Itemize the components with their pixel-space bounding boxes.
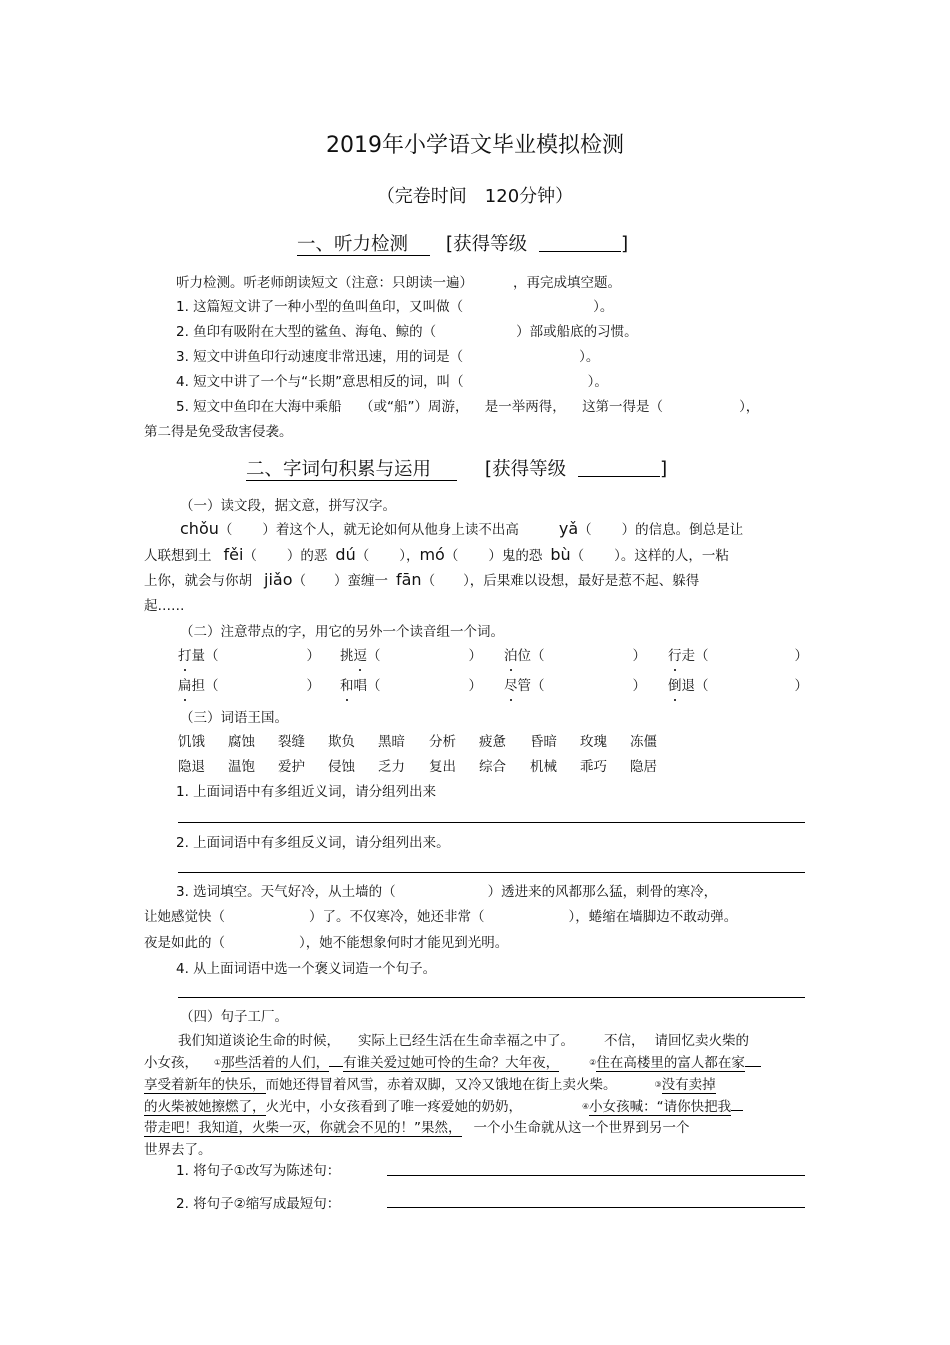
listening-q5-e: ），	[739, 399, 760, 415]
page-subtitle: （完卷时间 120分钟）	[376, 186, 574, 207]
word: 乏力	[378, 759, 405, 775]
text: 火光中，小女孩看到了唯一疼爱她的奶奶，	[265, 1099, 522, 1115]
word-jinguan	[504, 674, 646, 694]
part3-q4: 4. 从上面词语中选一个褒义词造一个句子。	[176, 961, 437, 977]
part1-line1	[180, 518, 743, 538]
part3-q2: 2. 上面词语中有多组反义词，请分组列出来。	[176, 835, 450, 851]
word-hechang	[340, 674, 482, 694]
paren-close: ）	[468, 678, 482, 694]
paren-close: ）	[632, 648, 646, 664]
part3-heading: （三）词语王国。	[180, 710, 288, 726]
word: 冻僵	[630, 734, 657, 750]
part1-line1-end: ）的信息。倒总是让	[621, 522, 744, 538]
dotted-char: 行	[668, 648, 682, 664]
paren-open: （	[205, 678, 219, 694]
listening-q3-text: 3. 短文中讲鱼印行动速度非常迅速，用的词是（	[176, 349, 464, 365]
section-1-title: 一、听力检测	[297, 234, 430, 256]
text: 小女孩，	[144, 1055, 198, 1071]
word-biandan	[178, 674, 320, 694]
paren-open: （	[444, 548, 459, 564]
listening-intro-b: ，再完成填空题。	[513, 275, 621, 291]
word: 裂缝	[278, 734, 305, 750]
section-2-grade-blank[interactable]	[578, 458, 660, 477]
page-title: 2019年小学语文毕业模拟检测	[326, 133, 624, 158]
sentence-4-b: 带走吧！我知道，火柴一灭，你就会不见的！”果然，	[144, 1120, 462, 1136]
text: 不信，	[604, 1033, 645, 1049]
listening-q3-end: ）。	[579, 349, 600, 365]
listening-q3	[176, 345, 599, 365]
char: 唱	[353, 678, 367, 694]
part1-line2-e: ）的恶	[286, 548, 328, 564]
section-2-grade-close: ]	[660, 459, 668, 480]
pinyin-fei: fěi	[223, 545, 244, 564]
paren-close: ）	[794, 648, 808, 664]
paren-open: （	[205, 648, 219, 664]
part3-words-row2	[178, 755, 678, 775]
section-2-grade-label: [获得等级	[484, 459, 567, 480]
part1-line3-start: 上你，就会与你胡	[144, 573, 252, 589]
sentence-3-a: 没有卖掉	[661, 1077, 716, 1093]
listening-q2	[176, 320, 638, 340]
text: 实际上已经生活在生命幸福之中了。	[358, 1033, 574, 1049]
part1-line3	[144, 569, 699, 589]
listening-q4	[176, 370, 608, 390]
listening-q5-line2: 第二得是免受敌害侵袭。	[144, 424, 293, 440]
word: 疲惫	[479, 734, 506, 750]
text: 而她还得冒着风雪，赤着双脚，又冷又饿地在街上卖火柴。	[265, 1077, 617, 1093]
part3-q3-b: ）透进来的风都那么猛，刺骨的寒冷，	[487, 884, 718, 900]
part3-q3-line2	[144, 905, 737, 925]
word: 昏暗	[530, 734, 557, 750]
marker-3: ③	[654, 1080, 662, 1089]
word: 侵蚀	[328, 759, 355, 775]
pinyin-jiao: jiǎo	[264, 570, 293, 589]
marker-4: ④	[582, 1102, 590, 1111]
part1-heading: （一）读文段，据文意，拼写汉字。	[180, 498, 396, 514]
part3-q3-f: 夜是如此的（	[144, 935, 225, 951]
word: 乖巧	[580, 759, 607, 775]
listening-q1	[176, 295, 613, 315]
part4-line6: 世界去了。	[144, 1142, 212, 1158]
part4-line2	[144, 1051, 761, 1071]
paren-open: （	[367, 648, 381, 664]
part3-q3-a: 3. 选词填空。天气好冷，从土墙的（	[176, 884, 396, 900]
dotted-char: 打	[178, 648, 192, 664]
part2-row2	[178, 674, 808, 694]
sentence-1-a: 那些活着的人们，	[221, 1055, 330, 1071]
word: 黑暗	[378, 734, 405, 750]
part3-words-row1	[178, 730, 678, 750]
part1-line3-man: ）蛮缠一	[333, 573, 388, 589]
dotted-char: 尽	[504, 678, 518, 694]
sentence-1-b: 有谁关爱过她可怜的生命？大年夜，	[343, 1055, 560, 1071]
char: 走	[681, 648, 695, 664]
text: 一个小生命就从这一个世界到另一个	[473, 1120, 690, 1136]
pinyin-du: dú	[335, 545, 356, 564]
listening-q4-end: ）。	[587, 374, 608, 390]
char: 挑	[340, 648, 354, 664]
paren-open: （	[421, 573, 436, 589]
dotted-char: 逗	[353, 648, 367, 664]
char: 管	[517, 678, 531, 694]
dotted-char: 和	[340, 678, 354, 694]
part1-line2-kong: ）鬼的恐	[488, 548, 543, 564]
word: 隐居	[630, 759, 657, 775]
part3-q1: 1. 上面词语中有多组近义词，请分组列出来	[176, 784, 437, 800]
answer-line-part4-q1[interactable]	[387, 1175, 805, 1176]
paren-open: （	[218, 522, 233, 538]
dotted-char: 倒	[668, 678, 682, 694]
char: 位	[517, 648, 531, 664]
section-1-grade-close: ]	[621, 234, 629, 255]
answer-line-q2[interactable]	[178, 872, 805, 873]
section-1-grade-blank[interactable]	[539, 233, 621, 252]
word: 欺负	[328, 734, 355, 750]
dotted-char: 扁	[178, 678, 192, 694]
part1-line2	[144, 544, 729, 564]
section-2-title: 二、字词句积累与运用	[246, 459, 457, 481]
part4-line1	[178, 1029, 749, 1049]
word: 爱护	[278, 759, 305, 775]
marker-1: ①	[214, 1058, 222, 1067]
part3-q3-e: ），蜷缩在墙脚边不敢动弹。	[568, 909, 738, 925]
paren-open: （	[570, 548, 585, 564]
word: 机械	[530, 759, 557, 775]
part4-heading: （四）句子工厂。	[180, 1009, 288, 1025]
paren-open: （	[531, 678, 545, 694]
char: 量	[191, 648, 205, 664]
answer-line-q1[interactable]	[178, 822, 805, 823]
sentence-2-b: 享受着新年的快乐，	[144, 1077, 266, 1093]
section-2-heading	[246, 455, 667, 481]
part2-row1	[178, 644, 808, 664]
part1-line2-start: 人联想到土	[144, 548, 212, 564]
paren-open: （	[695, 678, 709, 694]
listening-q1-end: ）。	[593, 299, 614, 315]
word: 腐蚀	[228, 734, 255, 750]
word: 隐退	[178, 759, 205, 775]
marker-2: ②	[589, 1058, 597, 1067]
word-daliang	[178, 644, 320, 664]
listening-q1-text: 1. 这篇短文讲了一种小型的鱼叫鱼印，又叫做（	[176, 299, 464, 315]
part3-q3-g: ），她不能想象何时才能见到光明。	[299, 935, 509, 951]
part4-q1: 1. 将句子①改写为陈述句：	[176, 1163, 341, 1179]
answer-line-q4[interactable]	[178, 997, 805, 998]
text: 请回忆卖火柴的	[654, 1033, 749, 1049]
pinyin-ya: yǎ	[558, 519, 579, 538]
listening-q2-text: 2. 鱼印有吸附在大型的鲨鱼、海龟、鲸的（	[176, 324, 437, 340]
paren-open: （	[292, 573, 306, 589]
part4-q2: 2. 将句子②缩写成最短句：	[176, 1196, 341, 1212]
part3-q3-c: 让她感觉快（	[144, 909, 225, 925]
part4-line5	[144, 1116, 690, 1136]
answer-line-part4-q2[interactable]	[387, 1207, 805, 1208]
paren-close: ）	[306, 648, 320, 664]
paren-open: （	[578, 522, 592, 538]
pinyin-chou: chǒu	[180, 519, 219, 538]
paren-open: （	[367, 678, 381, 694]
sentence-2-a: 住在高楼里的富人都在家	[596, 1055, 745, 1071]
word-daotui	[668, 674, 808, 694]
word-bowei	[504, 644, 646, 664]
word-xingzou	[668, 644, 808, 664]
pinyin-mo: mó	[419, 545, 445, 564]
dotted-char: 泊	[504, 648, 518, 664]
part4-line4	[144, 1095, 743, 1115]
listening-q5-a: 5. 短文中鱼印在大海中乘船	[176, 399, 342, 415]
paren-open: （	[243, 548, 257, 564]
part1-line4: 起……	[144, 598, 185, 614]
paren-close: ）	[794, 678, 808, 694]
listening-intro	[176, 271, 621, 291]
word: 玫瑰	[580, 734, 607, 750]
paren-close: ）	[632, 678, 646, 694]
paren-close: ）	[468, 648, 482, 664]
part3-q3-line3	[144, 931, 508, 951]
part1-line3-end: ），后果难以设想，最好是惹不起、躲得	[463, 573, 700, 589]
listening-q5-c: 是一举两得，	[484, 399, 566, 415]
word: 复出	[429, 759, 456, 775]
word: 综合	[479, 759, 506, 775]
word: 分析	[429, 734, 456, 750]
section-1-heading	[297, 230, 628, 256]
sentence-4-a: 小女孩喊：“请你快把我	[589, 1099, 732, 1115]
pinyin-bu: bù	[550, 545, 571, 564]
paren-open: （	[355, 548, 370, 564]
char: 退	[681, 678, 695, 694]
listening-q5-b: （或“船”）周游，	[359, 399, 469, 415]
listening-q2-end: ）部或船底的习惯。	[516, 324, 638, 340]
sentence-3-b: 的火柴被她擦燃了，	[144, 1099, 266, 1115]
char: 担	[191, 678, 205, 694]
part4-line3	[144, 1073, 716, 1093]
section-1-grade-label: [获得等级	[445, 234, 528, 255]
listening-intro-a: 听力检测。听老师朗读短文（注意：只朗读一遍）	[176, 275, 473, 291]
pinyin-fan: fān	[395, 570, 422, 589]
part2-heading: （二）注意带点的字，用它的另外一个读音组一个词。	[180, 624, 504, 640]
listening-q4-text: 4. 短文中讲了一个与“长期”意思相反的词，叫（	[176, 374, 464, 390]
part3-q3-line1	[176, 880, 717, 900]
word: 饥饿	[178, 734, 205, 750]
part1-line2-end: ）。这样的人，一粘	[614, 548, 729, 564]
listening-q5	[176, 395, 759, 415]
part1-line1-text: ）着这个人，就无论如何从他身上读不出高	[262, 522, 519, 538]
text: 我们知道谈论生命的时候，	[178, 1033, 340, 1049]
listening-q5-d: 这第一得是（	[582, 399, 664, 415]
paren-close: ）	[306, 678, 320, 694]
part1-line2-comma: ），	[399, 548, 420, 564]
part3-q3-d: ）了。不仅寒冷，她还非常（	[309, 909, 485, 925]
paren-open: （	[531, 648, 545, 664]
paren-open: （	[695, 648, 709, 664]
word-tiaodou	[340, 644, 482, 664]
word: 温饱	[228, 759, 255, 775]
